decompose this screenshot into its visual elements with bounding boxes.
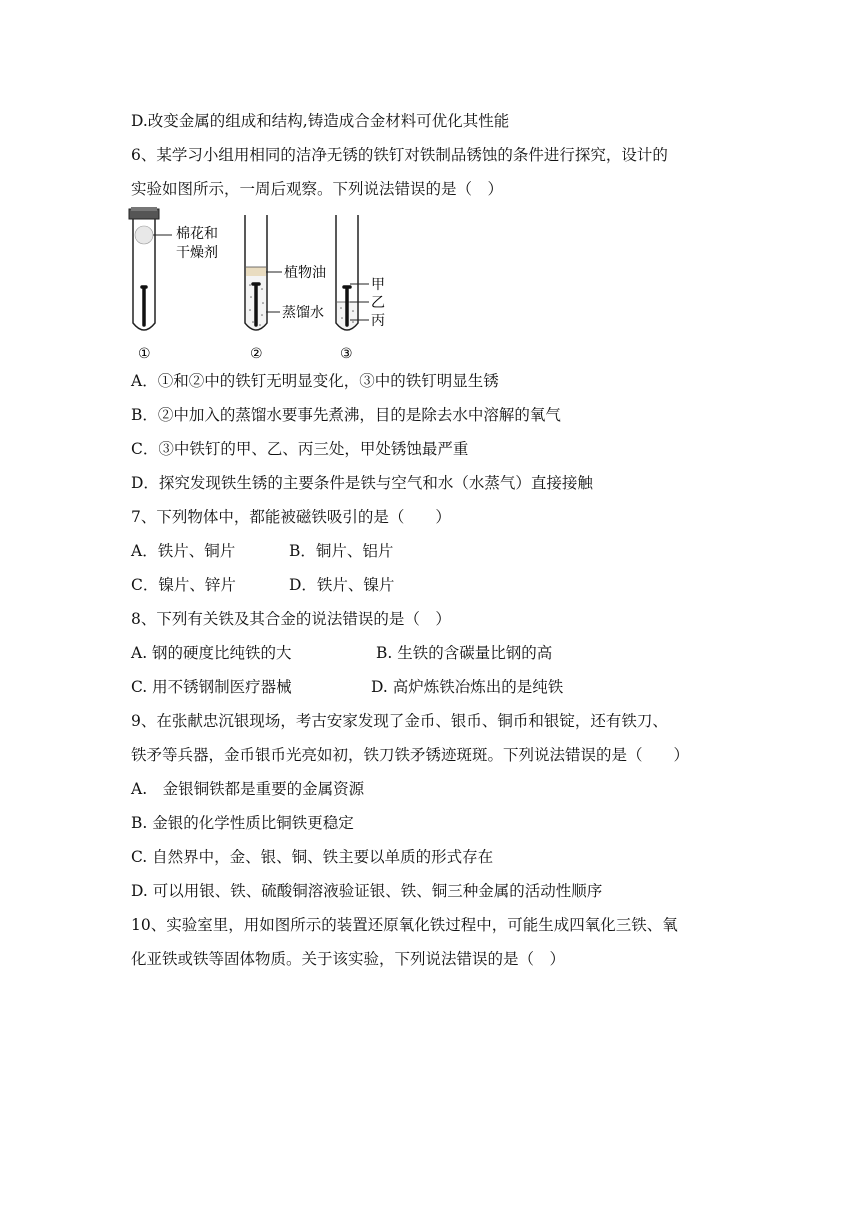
question-6-line-1: 6、某学习小组用相同的洁净无锈的铁钉对铁制品锈蚀的条件进行探究，设计的: [131, 146, 668, 164]
tube-3: [336, 215, 385, 362]
option-d-q5: D.改变金属的组成和结构,铸造成合金材料可优化其性能: [131, 112, 510, 130]
question-7-option-a: A．铁片、铜片: [131, 542, 236, 560]
tube-1: [129, 207, 218, 362]
tube-2: [245, 215, 326, 362]
tube-3-label: ③: [340, 346, 353, 362]
label-jia: 甲: [371, 277, 385, 293]
question-9-option-b: B. 金银的化学性质比铜铁更稳定: [131, 814, 354, 832]
question-8: 8、下列有关铁及其合金的说法错误的是（ ）: [131, 610, 451, 628]
question-6-line-2: 实验如图所示，一周后观察。下列说法错误的是（ ）: [131, 180, 504, 198]
question-8-option-b: B. 生铁的含碳量比钢的高: [376, 644, 553, 662]
tube-2-label: ②: [250, 346, 263, 362]
question-6-option-c: C．③中铁钉的甲、乙、丙三处，甲处锈蚀最严重: [131, 440, 469, 458]
label-oil: 植物油: [284, 265, 326, 281]
question-9-line-2: 铁矛等兵器，金币银币光亮如初，铁刀铁矛锈迹斑斑。下列说法错误的是（ ）: [131, 746, 690, 764]
question-10-line-2: 化亚铁或铁等固体物质。关于该实验，下列说法错误的是（ ）: [131, 950, 566, 968]
question-8-option-a: A. 钢的硬度比纯铁的大: [131, 644, 292, 662]
label-yi: 乙: [371, 295, 385, 311]
question-6-option-d: D．探究发现铁生锈的主要条件是铁与空气和水（水蒸气）直接接触: [131, 474, 593, 492]
test-tube-experiment-figure: [120, 205, 400, 365]
question-6-option-b: B．②中加入的蒸馏水要事先煮沸，目的是除去水中溶解的氧气: [131, 406, 561, 424]
question-8-option-c: C. 用不锈钢制医疗器械: [131, 678, 292, 696]
question-8-option-d: D. 高炉炼铁冶炼出的是纯铁: [371, 678, 564, 696]
question-7-option-b: B．铜片、铝片: [289, 542, 394, 560]
question-9-option-d: D. 可以用银、铁、硫酸铜溶液验证银、铁、铜三种金属的活动性顺序: [131, 882, 603, 900]
tube-1-label: ①: [138, 346, 151, 362]
question-9-line-1: 9、在张献忠沉银现场，考古安家发现了金币、银币、铜币和银锭，还有铁刀、: [131, 712, 668, 730]
label-cotton-line2: 干燥剂: [176, 245, 218, 261]
question-10-line-1: 10、实验室里，用如图所示的装置还原氧化铁过程中，可能生成四氧化三铁、氧: [131, 916, 678, 934]
label-bing: 丙: [371, 313, 385, 329]
question-9-option-c: C. 自然界中，金、银、铜、铁主要以单质的形式存在: [131, 848, 494, 866]
question-7: 7、下列物体中，都能被磁铁吸引的是（ ）: [131, 508, 451, 526]
label-cotton-line1: 棉花和: [176, 226, 218, 242]
question-9-option-a: A. 金银铜铁都是重要的金属资源: [131, 780, 365, 798]
question-6-option-a: A．①和②中的铁钉无明显变化，③中的铁钉明显生锈: [131, 372, 499, 390]
question-7-option-d: D．铁片、镍片: [289, 576, 395, 594]
label-water: 蒸馏水: [282, 305, 324, 321]
question-7-option-c: C．镍片、锌片: [131, 576, 236, 594]
